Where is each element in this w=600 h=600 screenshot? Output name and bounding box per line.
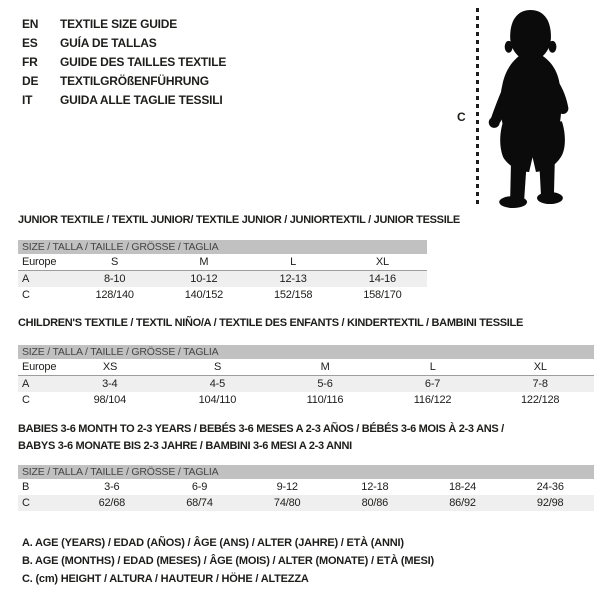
size-cell: M [199, 256, 209, 268]
language-title: GUIDA ALLE TAGLIE TESSILI [60, 92, 223, 107]
language-code: ES [22, 35, 38, 50]
size-cell: 122/128 [520, 394, 560, 406]
toddler-silhouette-image [486, 6, 596, 210]
table-title [18, 421, 594, 455]
size-cell: 98/104 [93, 394, 127, 406]
size-cell: 152/158 [273, 289, 313, 301]
size-cell: 5-6 [317, 378, 333, 390]
row-label: C [22, 394, 30, 406]
table-row-c [18, 495, 594, 511]
table-row-a [18, 376, 594, 392]
size-cell: XS [102, 361, 118, 373]
row-label: C [22, 497, 30, 509]
language-row-de [22, 71, 226, 90]
footnote-c: C. (cm) HEIGHT / ALTURA / HAUTEUR / HÖHE / ALTEZZA [22, 573, 309, 585]
table-row-europe [18, 254, 427, 271]
size-cell: 116/122 [413, 394, 452, 406]
height-measure-dashed-line [476, 8, 479, 208]
footnotes [22, 534, 434, 588]
language-row-fr [22, 52, 226, 71]
table-title-line: BABYS 3-6 MONATE BIS 2-3 JAHRE / BAMBINI 3-6 MESI A 2-3 ANNI [18, 440, 352, 452]
size-cell: 68/74 [186, 497, 213, 509]
size-cell: XL [533, 361, 547, 373]
size-header-bar: SIZE / TALLA / TAILLE / GRÖSSE / TAGLIA [18, 345, 594, 359]
size-cell: L [429, 361, 436, 373]
table-row-b [18, 479, 594, 495]
language-code: FR [22, 54, 38, 69]
size-cell: 9-12 [276, 481, 298, 493]
size-cell: 110/116 [306, 394, 344, 406]
size-table-3 [18, 421, 594, 511]
row-label: C [22, 289, 30, 301]
size-header-bar: SIZE / TALLA / TAILLE / GRÖSSE / TAGLIA [18, 240, 427, 254]
table-title-line: JUNIOR TEXTILE / TEXTIL JUNIOR/ TEXTILE JUNIOR / JUNIORTEXTIL / JUNIOR TESSILE [18, 214, 460, 226]
size-cell: 18-24 [448, 481, 477, 493]
size-cell: 80/86 [361, 497, 389, 509]
language-row-it [22, 90, 226, 109]
size-cell: M [320, 361, 330, 373]
language-title: TEXTILE SIZE GUIDE [60, 16, 178, 31]
size-cell: 74/80 [273, 497, 301, 509]
language-row-es [22, 33, 226, 52]
size-cell: L [290, 256, 297, 268]
table-title [18, 212, 460, 229]
size-cell: S [214, 361, 222, 373]
size-cell: 62/68 [98, 497, 126, 509]
size-cell: XL [375, 256, 389, 268]
table-title [18, 315, 594, 332]
size-table-1 [18, 212, 460, 303]
baby-figure [450, 4, 600, 212]
row-label: A [22, 273, 30, 285]
size-cell: 3-6 [104, 481, 120, 493]
size-cell: S [111, 256, 119, 268]
language-title-list [22, 14, 226, 109]
size-cell: 6-7 [424, 378, 441, 390]
size-cell: 128/140 [95, 289, 134, 301]
footnote-b: B. AGE (MONTHS) / EDAD (MESES) / ÂGE (MOIS) / ALTER (MONATE) / ETÀ (MESI) [22, 555, 434, 567]
table-title-line: BABIES 3-6 MONTH TO 2-3 YEARS / BEBÉS 3-6 MESES A 2-3 AÑOS / BÉBÉS 3-6 MOIS À 2-3 ANS / [18, 423, 504, 435]
table-row-c [18, 287, 427, 303]
language-row-en [22, 14, 226, 33]
size-cell: 3-4 [102, 378, 118, 390]
language-title: TEXTILGRÖßENFÜHRUNG [60, 73, 209, 88]
size-cell: 10-12 [190, 273, 218, 285]
height-c-label: C [457, 110, 466, 124]
size-cell: 104/110 [198, 394, 237, 406]
footnote-a: A. AGE (YEARS) / EDAD (AÑOS) / ÂGE (ANS) / ALTER (JAHRE) / ETÀ (ANNI) [22, 537, 404, 549]
size-cell: 140/152 [184, 289, 224, 301]
size-cell: 12-13 [279, 273, 307, 285]
table-row-europe [18, 359, 594, 376]
row-label: A [22, 378, 30, 390]
size-cell: 6-9 [191, 481, 208, 493]
size-cell: 24-36 [536, 481, 564, 493]
language-code: IT [22, 92, 33, 107]
language-title: GUÍA DE TALLAS [60, 35, 157, 50]
table-row-a [18, 271, 427, 287]
row-label: Europe [22, 361, 57, 373]
size-cell: 7-8 [532, 378, 548, 390]
size-cell: 14-16 [368, 273, 396, 285]
language-code: DE [22, 73, 39, 88]
row-label: B [22, 481, 30, 493]
table-row-c [18, 392, 594, 408]
language-title: GUIDE DES TAILLES TEXTILE [60, 54, 227, 69]
language-code: EN [22, 16, 39, 31]
size-cell: 158/170 [363, 289, 402, 301]
size-header-bar: SIZE / TALLA / TAILLE / GRÖSSE / TAGLIA [18, 465, 594, 479]
table-title-line: CHILDREN'S TEXTILE / TEXTIL NIÑO/A / TEXTILE DES ENFANTS / KINDERTEXTIL / BAMBINI TESSILE [18, 317, 523, 329]
size-cell: 86/92 [449, 497, 476, 509]
row-label: Europe [22, 256, 57, 268]
size-cell: 8-10 [104, 273, 126, 285]
size-cell: 92/98 [536, 497, 564, 509]
size-cell: 4-5 [209, 378, 226, 390]
size-cell: 12-18 [361, 481, 389, 493]
size-table-2 [18, 315, 594, 408]
